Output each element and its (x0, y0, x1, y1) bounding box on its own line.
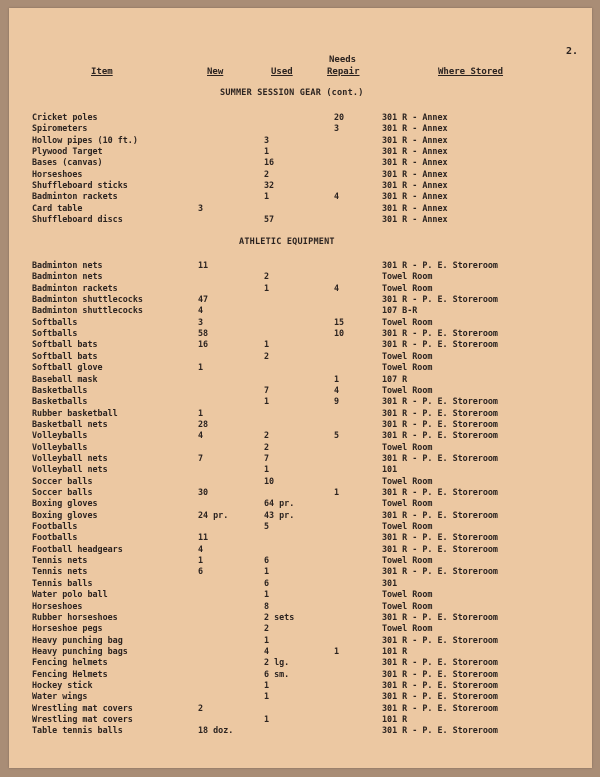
cell-item: Spirometers (32, 123, 88, 134)
cell-where: 301 R - P. E. Storeroom (382, 532, 498, 543)
cell-where: 301 R - P. E. Storeroom (382, 430, 498, 441)
cell-used: 1 (264, 464, 270, 475)
cell-used: 1 (264, 566, 270, 577)
cell-used: 10 (264, 475, 275, 486)
cell-item: Badminton nets (32, 271, 103, 282)
cell-repair: 4 (334, 282, 340, 293)
cell-used: 1 (264, 146, 270, 157)
cell-item: Soccer balls (32, 475, 93, 486)
table-row (9, 305, 592, 316)
cell-item: Badminton rackets (32, 282, 118, 293)
cell-used: 43 pr. (264, 509, 295, 520)
cell-repair: 3 (334, 123, 340, 134)
table-row (9, 271, 592, 282)
cell-item: Card table (32, 202, 83, 213)
cell-item: Horseshoes (32, 600, 83, 611)
cell-used: 1 (264, 691, 270, 702)
cell-where: 301 R - P. E. Storeroom (382, 487, 498, 497)
cell-used: 1 (264, 339, 270, 350)
cell-used: 2 (264, 441, 270, 452)
cell-item: Shuffleboard sticks (32, 180, 128, 191)
cell-used: 8 (264, 600, 270, 611)
cell-item: Bases (canvas) (32, 157, 103, 168)
cell-item: Rubber basketball (32, 407, 118, 418)
cell-new: 30 (198, 487, 209, 497)
cell-where: 301 R - P. E. Storeroom (382, 418, 498, 429)
table-row (9, 487, 592, 498)
cell-repair: 1 (334, 645, 340, 656)
cell-where: 301 R - P. E. Storeroom (382, 657, 498, 668)
table-row (9, 464, 592, 475)
cell-where: 301 R - P. E. Storeroom (382, 543, 498, 554)
header-used: Used (271, 67, 293, 77)
cell-repair: 10 (334, 328, 345, 339)
cell-new: 18 doz. (198, 725, 234, 736)
cell-where: 301 R - P. E. Storeroom (382, 452, 498, 463)
cell-item: Badminton rackets (32, 191, 118, 202)
cell-new: 1 (198, 362, 204, 373)
table-row (9, 544, 592, 555)
cell-item: Hockey stick (32, 679, 93, 690)
cell-new: 2 (198, 702, 204, 713)
table-row (9, 203, 592, 214)
cell-where: 301 R - P. E. Storeroom (382, 260, 498, 270)
table-row (9, 510, 592, 521)
table-row (9, 135, 592, 146)
cell-used: 1 (264, 679, 270, 690)
cell-item: Rubber horseshoes (32, 611, 118, 622)
cell-where: 301 (382, 577, 398, 588)
cell-item: Soccer balls (32, 487, 93, 497)
header-repair: Repair (327, 67, 360, 77)
table-row (9, 294, 592, 305)
header-needs: Needs (329, 55, 357, 65)
cell-new: 11 (198, 260, 209, 270)
cell-where: 301 R - Annex (382, 157, 448, 168)
cell-item: Baseball mask (32, 373, 98, 384)
cell-where: Towel Room (382, 475, 433, 486)
table-row (9, 339, 592, 350)
table-row (9, 123, 592, 134)
cell-where: Towel Room (382, 589, 433, 600)
table-row (9, 601, 592, 612)
cell-item: Water wings (32, 691, 88, 702)
cell-where: Towel Room (382, 350, 433, 361)
table-row (9, 112, 592, 123)
cell-new: 1 (198, 555, 204, 566)
table-row (9, 408, 592, 419)
table-row (9, 680, 592, 691)
cell-where: 301 R - Annex (382, 112, 448, 122)
cell-repair: 5 (334, 430, 340, 441)
cell-where: 301 R - P. E. Storeroom (382, 407, 498, 418)
cell-where: 301 R - P. E. Storeroom (382, 611, 498, 622)
table-row (9, 476, 592, 487)
cell-item: Shuffleboard discs (32, 214, 123, 225)
cell-new: 7 (198, 452, 204, 463)
cell-item: Horseshoe pegs (32, 623, 103, 634)
cell-where: 301 R - P. E. Storeroom (382, 691, 498, 702)
cell-used: 1 (264, 714, 270, 724)
cell-where: 301 R - Annex (382, 168, 448, 179)
cell-item: Basketball nets (32, 418, 108, 429)
table-row (9, 260, 592, 271)
cell-where: 301 R - Annex (382, 214, 448, 225)
cell-where: Towel Room (382, 362, 433, 373)
cell-where: 101 R (382, 714, 408, 724)
cell-new: 4 (198, 305, 204, 316)
cell-where: Towel Room (382, 600, 433, 611)
cell-item: Badminton shuttlecocks (32, 294, 143, 305)
table-row (9, 374, 592, 385)
cell-item: Fencing Helmets (32, 668, 108, 679)
cell-item: Volleyballs (32, 430, 88, 441)
cell-used: 5 (264, 521, 270, 532)
cell-item: Boxing gloves (32, 509, 98, 520)
cell-where: 301 R - P. E. Storeroom (382, 668, 498, 679)
table-row (9, 385, 592, 396)
cell-where: 301 R - Annex (382, 180, 448, 191)
table-row (9, 555, 592, 566)
cell-new: 3 (198, 202, 204, 213)
cell-item: Badminton shuttlecocks (32, 305, 143, 316)
cell-item: Heavy punching bag (32, 634, 123, 645)
cell-used: 2 (264, 623, 270, 634)
cell-repair: 9 (334, 396, 340, 407)
header-new: New (207, 67, 224, 77)
cell-used: 6 (264, 577, 270, 588)
table-row (9, 157, 592, 168)
header-item: Item (91, 67, 113, 77)
table-row (9, 317, 592, 328)
cell-used: 2 (264, 271, 270, 282)
cell-used: 1 (264, 589, 270, 600)
cell-where: 301 R - Annex (382, 191, 448, 202)
cell-repair: 1 (334, 373, 340, 384)
table-row (9, 691, 592, 702)
cell-where: 301 R - Annex (382, 202, 448, 213)
table-row (9, 623, 592, 634)
cell-item: Plywood Target (32, 146, 103, 157)
cell-used: 1 (264, 191, 270, 202)
cell-item: Softball bats (32, 350, 98, 361)
cell-item: Cricket poles (32, 112, 98, 122)
cell-item: Tennis nets (32, 566, 88, 577)
document-page (9, 8, 592, 768)
cell-used: 1 (264, 282, 270, 293)
cell-item: Tennis nets (32, 555, 88, 566)
cell-used: 2 (264, 350, 270, 361)
cell-item: Basketballs (32, 384, 88, 395)
table-row (9, 453, 592, 464)
cell-where: 301 R - Annex (382, 146, 448, 157)
cell-new: 47 (198, 294, 209, 305)
cell-repair: 15 (334, 316, 345, 327)
cell-used: 2 sets (264, 611, 295, 622)
cell-item: Softballs (32, 328, 78, 339)
cell-where: 101 R (382, 645, 408, 656)
cell-new: 28 (198, 418, 209, 429)
cell-where: 101 (382, 464, 398, 475)
table-row (9, 669, 592, 680)
cell-where: 301 R - P. E. Storeroom (382, 702, 498, 713)
header-where-stored: Where Stored (438, 67, 504, 77)
cell-used: 6 (264, 555, 270, 566)
cell-item: Wrestling mat covers (32, 714, 133, 724)
cell-new: 6 (198, 566, 204, 577)
table-row (9, 430, 592, 441)
cell-item: Fencing helmets (32, 657, 108, 668)
cell-item: Wrestling mat covers (32, 702, 133, 713)
cell-where: 301 R - P. E. Storeroom (382, 725, 498, 736)
table-row (9, 328, 592, 339)
cell-used: 3 (264, 134, 270, 145)
table-row (9, 589, 592, 600)
cell-where: 301 R - P. E. Storeroom (382, 679, 498, 690)
cell-used: 7 (264, 452, 270, 463)
table-row (9, 703, 592, 714)
cell-new: 3 (198, 316, 204, 327)
cell-where: Towel Room (382, 384, 433, 395)
cell-used: 64 pr. (264, 498, 295, 509)
cell-where: Towel Room (382, 316, 433, 327)
table-row (9, 351, 592, 362)
cell-where: Towel Room (382, 271, 433, 282)
cell-where: 107 R (382, 373, 408, 384)
table-row (9, 146, 592, 157)
cell-used: 2 (264, 430, 270, 441)
cell-repair: 20 (334, 112, 345, 122)
table-row (9, 362, 592, 373)
cell-new: 4 (198, 430, 204, 441)
cell-where: Towel Room (382, 282, 433, 293)
cell-used: 16 (264, 157, 275, 168)
cell-where: 301 R - P. E. Storeroom (382, 566, 498, 577)
cell-item: Tennis balls (32, 577, 93, 588)
cell-where: 301 R - P. E. Storeroom (382, 396, 498, 407)
cell-where: 301 R - P. E. Storeroom (382, 294, 498, 305)
cell-used: 1 (264, 634, 270, 645)
cell-item: Horseshoes (32, 168, 83, 179)
cell-where: 301 R - P. E. Storeroom (382, 634, 498, 645)
table-row (9, 612, 592, 623)
cell-item: Softball bats (32, 339, 98, 350)
cell-item: Basketballs (32, 396, 88, 407)
cell-where: 301 R - Annex (382, 134, 448, 145)
cell-new: 58 (198, 328, 209, 339)
cell-used: 6 sm. (264, 668, 290, 679)
table-row (9, 566, 592, 577)
cell-item: Heavy punching bags (32, 645, 128, 656)
cell-used: 57 (264, 214, 275, 225)
table-row (9, 635, 592, 646)
table-row (9, 578, 592, 589)
page-number: 2. (566, 46, 579, 57)
cell-item: Volleyball nets (32, 464, 108, 475)
cell-item: Hollow pipes (10 ft.) (32, 134, 138, 145)
cell-used: 4 (264, 645, 270, 656)
table-row (9, 214, 592, 225)
cell-new: 24 pr. (198, 509, 229, 520)
table-row (9, 396, 592, 407)
cell-new: 11 (198, 532, 209, 543)
cell-where: Towel Room (382, 623, 433, 634)
cell-where: Towel Room (382, 441, 433, 452)
table-row (9, 532, 592, 543)
cell-where: 301 R - P. E. Storeroom (382, 509, 498, 520)
section-title-summer-session: SUMMER SESSION GEAR (cont.) (220, 88, 364, 98)
cell-item: Volleyballs (32, 441, 88, 452)
cell-item: Water polo ball (32, 589, 108, 600)
cell-where: 301 R - P. E. Storeroom (382, 328, 498, 339)
cell-new: 4 (198, 543, 204, 554)
table-row (9, 657, 592, 668)
cell-where: 301 R - Annex (382, 123, 448, 134)
cell-item: Footballs (32, 521, 78, 532)
cell-item: Table tennis balls (32, 725, 123, 736)
table-row (9, 498, 592, 509)
cell-new: 16 (198, 339, 209, 350)
table-row (9, 646, 592, 657)
table-row (9, 180, 592, 191)
cell-item: Softball glove (32, 362, 103, 373)
cell-new: 1 (198, 407, 204, 418)
cell-repair: 1 (334, 487, 340, 497)
cell-used: 2 lg. (264, 657, 290, 668)
cell-where: Towel Room (382, 555, 433, 566)
table-row (9, 169, 592, 180)
cell-item: Softballs (32, 316, 78, 327)
cell-where: 301 R - P. E. Storeroom (382, 339, 498, 350)
cell-used: 1 (264, 396, 270, 407)
table-row (9, 714, 592, 725)
cell-item: Boxing gloves (32, 498, 98, 509)
cell-item: Volleyball nets (32, 452, 108, 463)
table-row (9, 725, 592, 736)
cell-used: 7 (264, 384, 270, 395)
table-row (9, 283, 592, 294)
cell-used: 2 (264, 168, 270, 179)
cell-used: 32 (264, 180, 275, 191)
table-row (9, 191, 592, 202)
cell-repair: 4 (334, 191, 340, 202)
cell-item: Footballs (32, 532, 78, 543)
cell-item: Football headgears (32, 543, 123, 554)
table-row (9, 419, 592, 430)
cell-where: 107 B-R (382, 305, 418, 316)
cell-item: Badminton nets (32, 260, 103, 270)
cell-where: Towel Room (382, 521, 433, 532)
cell-where: Towel Room (382, 498, 433, 509)
table-row (9, 521, 592, 532)
cell-repair: 4 (334, 384, 340, 395)
section-title-athletic-equipment: ATHLETIC EQUIPMENT (239, 237, 335, 247)
table-row (9, 442, 592, 453)
